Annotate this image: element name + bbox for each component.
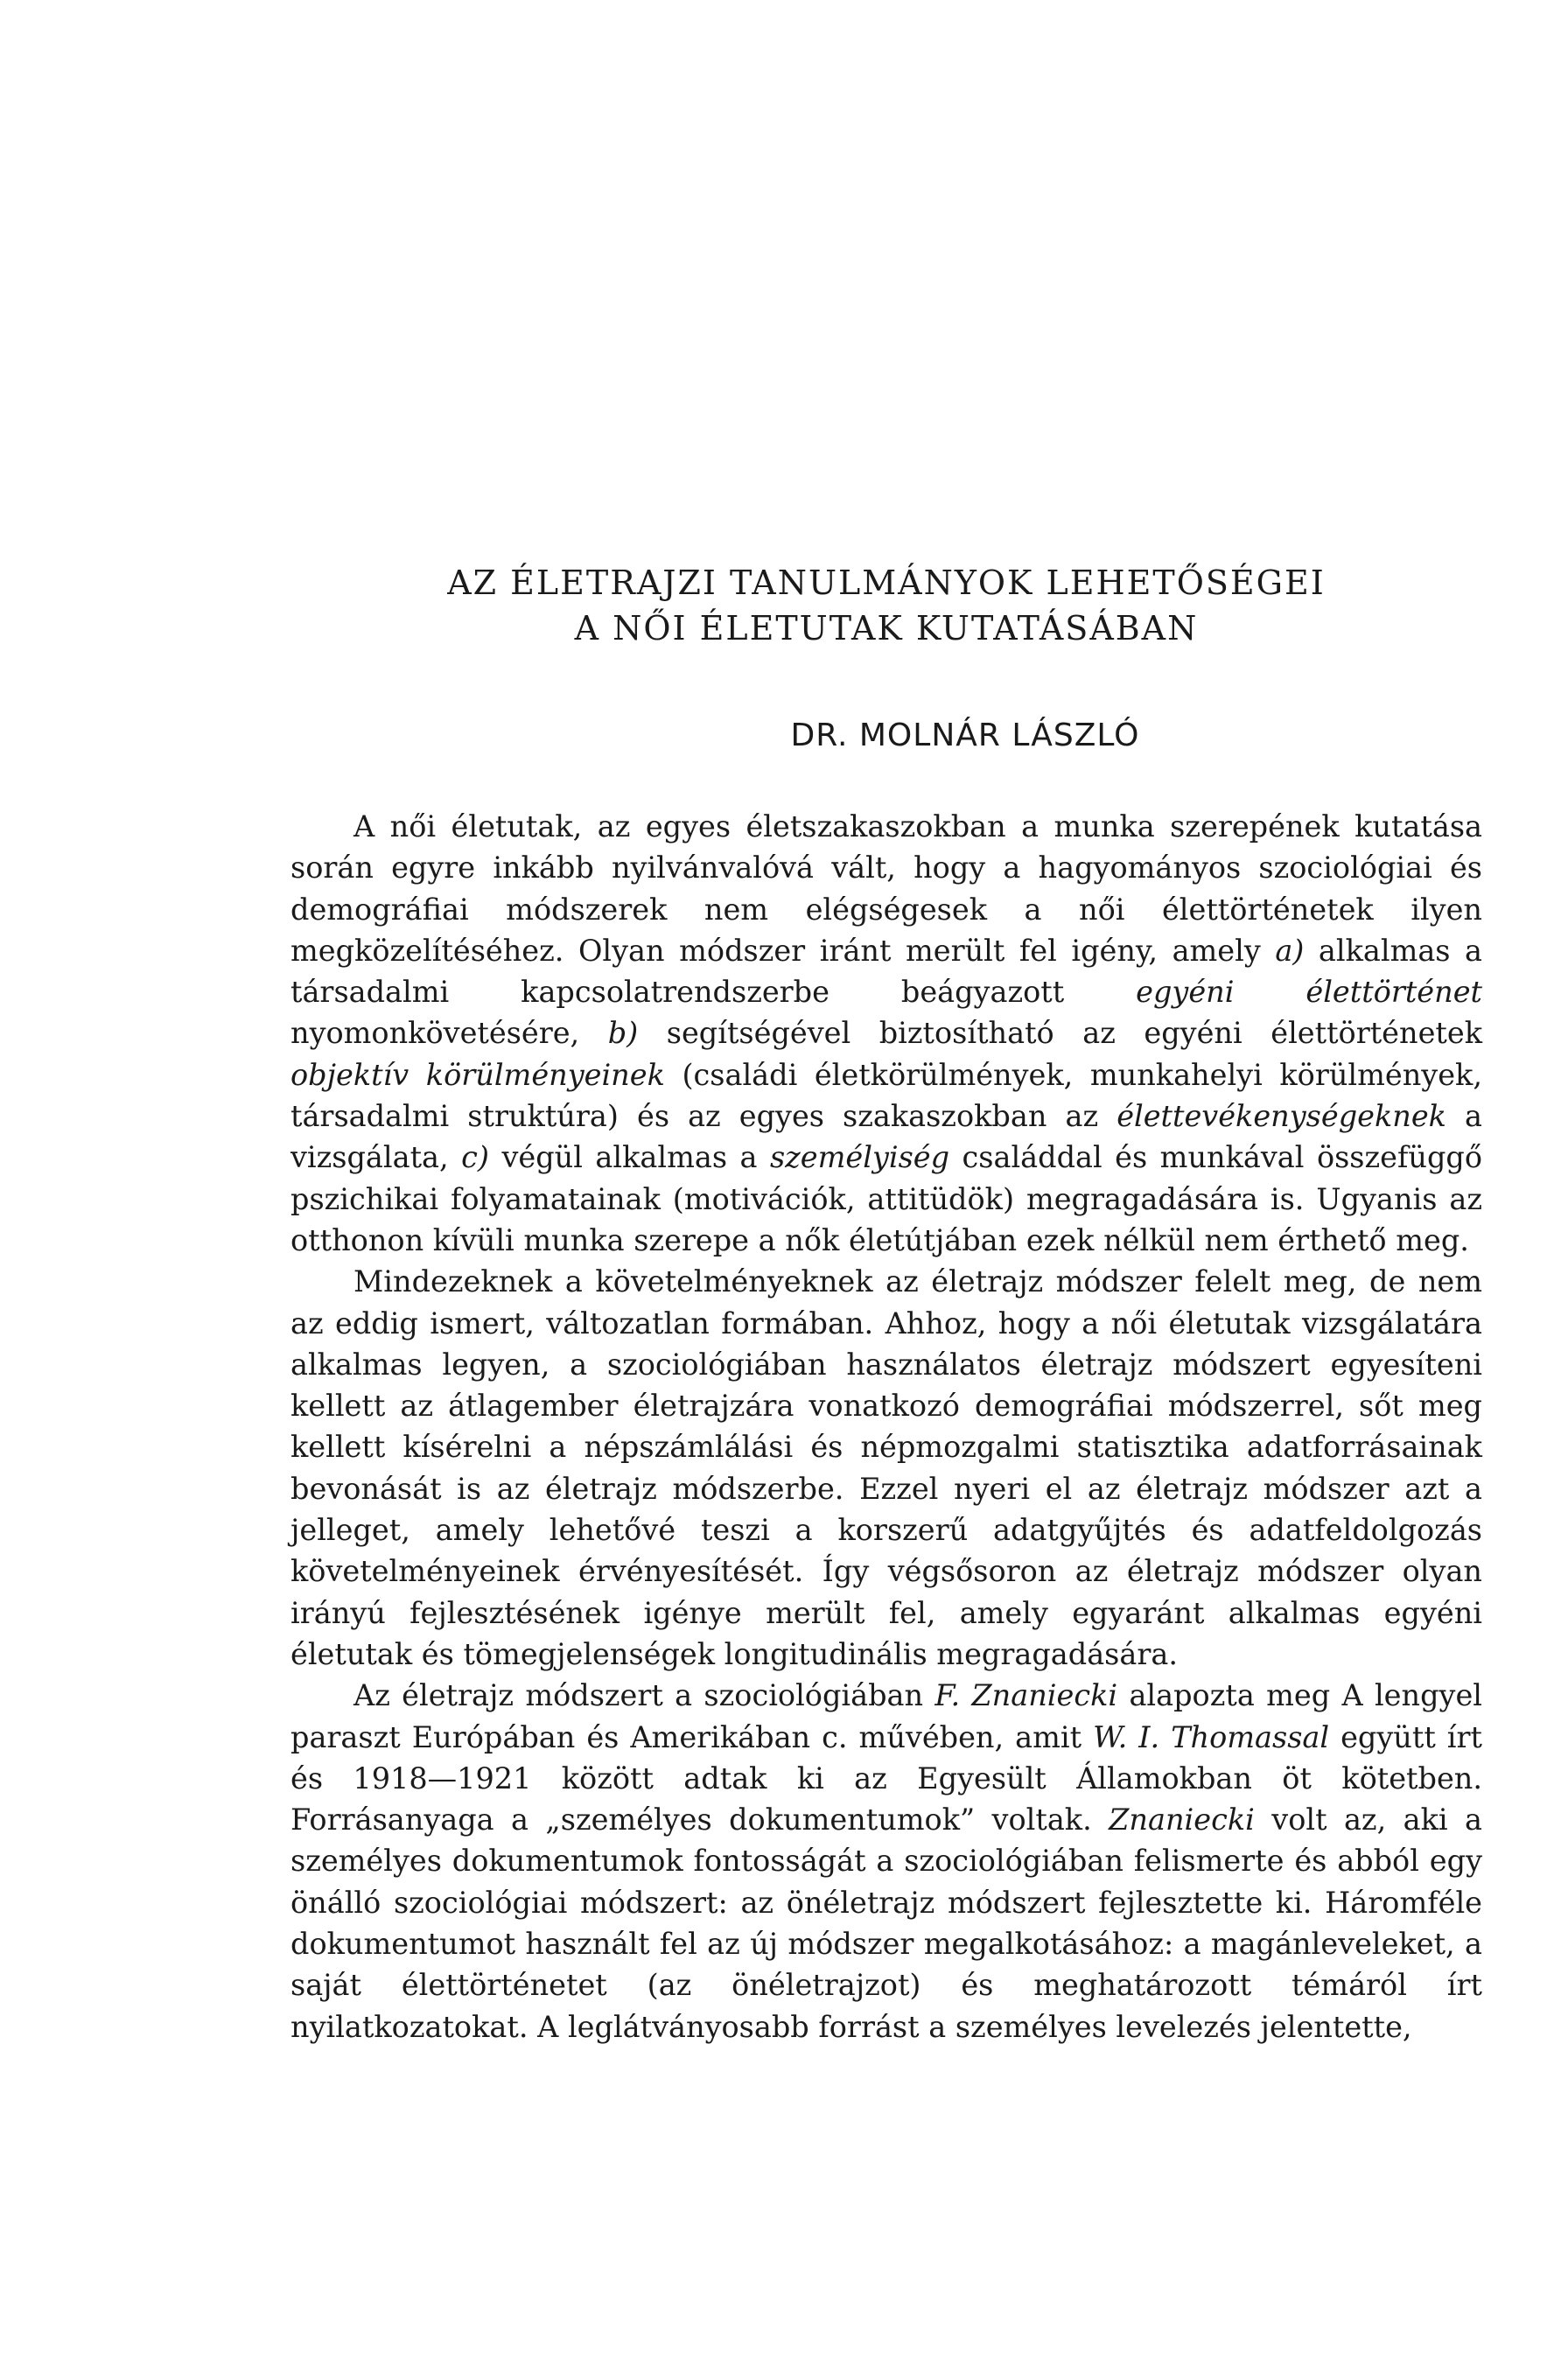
text-run: családdal és munkával összefüggő pszichikai folyamatainak (motivációk, attitüdök) megragadására is. Ugyanis az otthonon kívüli munka szerepe a nők életútjában ezek nélkül nem érthető meg.: [290, 1140, 1483, 1257]
text-run: alkalmas a társadalmi kapcsolatrendszerbe beágyazott: [290, 933, 1483, 1010]
enumeration-label: a): [1275, 933, 1305, 968]
emphasized-term: személyiség: [769, 1140, 950, 1175]
emphasized-term: élettevékenységeknek: [1116, 1099, 1446, 1134]
document-page: [290, 560, 1482, 2048]
paragraph-3: [290, 1675, 1482, 2048]
text-run: A női életutak, az egyes életszakaszokban a munka szerepének kutatása során egyre inkább nyilvánvalóvá vált, hogy a hagyományos szociológiai és demográfiai módszerek nem elégségesek a női élettörténetek ilyen megközelítéséhez. Olyan módszer iránt merült fel igény, amely: [290, 809, 1482, 968]
author-name: DR. MOLNÁR LÁSZLÓ: [790, 718, 1140, 753]
text-run: a vizsgálata,: [290, 1099, 1483, 1175]
enumeration-label: b): [607, 1016, 639, 1051]
article-title: [290, 560, 1482, 651]
text-run: alapozta meg A lengyel paraszt Európában és Amerikában c. művében, amit: [290, 1678, 1482, 1754]
text-run: (családi életkörülmények, munkahelyi körülmények, társadalmi struktúra) és az egyes szakaszokban az: [290, 1057, 1482, 1134]
article-body: [290, 806, 1482, 2048]
person-name: F. Znaniecki: [934, 1678, 1118, 1713]
paragraph-1: [290, 806, 1482, 1261]
text-run: együtt írt és 1918—1921 között adtak ki az Egyesült Államokban öt kötetben. Forrásanyaga a „személyes dokumentumok” voltak.: [290, 1719, 1482, 1838]
text-run: Az életrajz módszert a szociológiában: [354, 1678, 935, 1713]
text-run: végül alkalmas a: [489, 1140, 770, 1175]
text-run: segítségével biztosítható az egyéni élettörténetek: [638, 1016, 1482, 1051]
emphasized-term: egyéni élettörténet: [1136, 975, 1482, 1010]
paragraph-2: Mindezeknek a követelményeknek az életrajz módszer felelt meg, de nem az eddig ismert, változatlan formában. Ahhoz, hogy a női életutak vizsgálatára alkalmas legyen, a szociológiában használatos életrajz módszert egyesíteni kellett az átlagember életrajzára vonatkozó demográfiai módszerrel, sőt meg kellett kísérelni a népszámlálási és népmozgalmi statisztika adatforrásainak bevonását is az életrajz módszerbe. Ezzel nyeri el az életrajz módszer azt a jelleget, amely lehetővé teszi a korszerű adatgyűjtés és adatfeldolgozás követelményeinek érvényesítését. Így végsősoron az életrajz módszer olyan irányú fejlesztésének igénye merült fel, amely egyaránt alkalmas egyéni életutak és tömegjelenségek longitudinális megragadására.: [290, 1264, 1482, 1671]
title-line-2: A NŐI ÉLETUTAK KUTATÁSÁBAN: [574, 609, 1199, 648]
text-run: volt az, aki a személyes dokumentumok fontosságát a szociológiában felismerte és abból egy önálló szociológiai módszert: az önéletrajz módszert fejlesztette ki. Háromféle dokumentumot használt fel az új módszer megalkotásához: a magánleveleket, a saját élettörténetet (az önéletrajzot) és meghatározott témáról írt nyilatkozatokat. A leglátványosabb forrást a személyes levelezés jelentette,: [290, 1802, 1482, 2044]
emphasized-term: objektív körülményeinek: [290, 1057, 665, 1092]
person-name: W. I. Thomassal: [1093, 1719, 1330, 1754]
person-name: Znaniecki: [1109, 1802, 1255, 1838]
title-line-1: AZ ÉLETRAJZI TANULMÁNYOK LEHETŐSÉGEI: [447, 564, 1326, 602]
enumeration-label: c): [461, 1140, 489, 1175]
text-run: nyomonkövetésére,: [290, 1016, 608, 1051]
